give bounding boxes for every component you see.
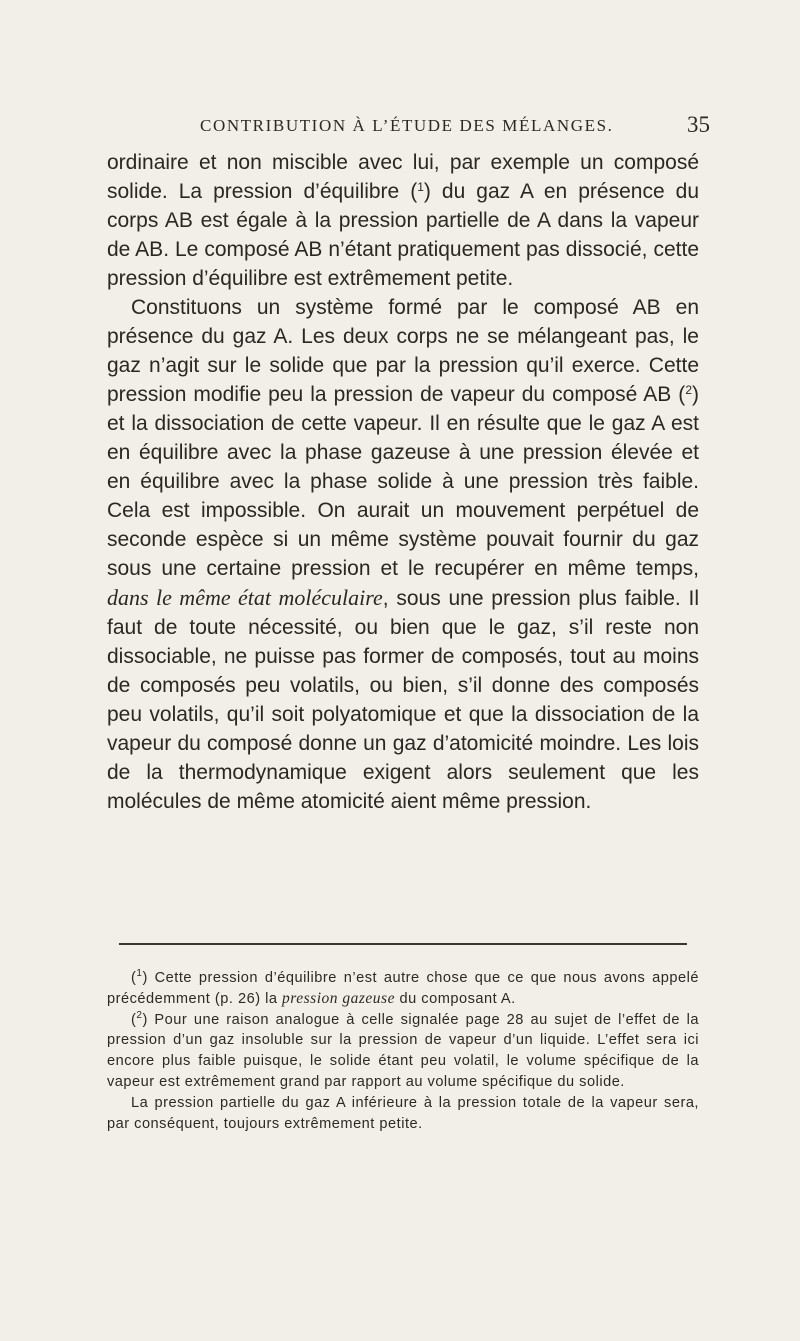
footnote-1: ($^1$) Cette pression d’équilibre n’est autre chose que ce que nous avons appelé précédemment (p. 26) la pression gazeuse du composant A. (107, 968, 699, 1007)
paragraph-2-italic: dans le même état moléculaire (107, 585, 383, 610)
paragraph-1-text-a: ordinaire et non miscible avec lui, par exemple un composé solide. La pression d’équilibre ( (107, 151, 699, 203)
page-header (110, 112, 710, 142)
paragraph-2-text-c: , sous une pression plus faible. Il faut de toute nécessité, ou bien que le gaz, s’il reste non dissociable, ne puisse pas former de composés, tout au moins de composés peu volatils, ou bien, s’il donne des composés peu volatils, qu’il soit polyatomique et que la dissociation de la vapeur du composé donne un gaz d’atomicité moindre. Les lois de la thermodynamique exigent alors seulement que les molécules de même atomicité aient même pression. (107, 587, 699, 813)
page-number: 35 (687, 112, 710, 137)
footnote-3-text: La pression partielle du gaz A inférieure à la pression totale de la vapeur sera, par conséquent, toujours extrêmement petite. (107, 1094, 699, 1132)
footnote-2-mark: 2 (136, 1009, 143, 1021)
paragraph-1 (107, 148, 699, 293)
footnote-ref-2: 2 (685, 383, 692, 397)
paragraph-2-text-a: Constituons un système formé par le composé AB en présence du gaz A. Les deux corps ne se mélangeant pas, le gaz n’agit sur le solide que par la pression qu’il exerce. Cette pression modifie peu la pression de vapeur du composé AB ( (107, 296, 699, 406)
footnote-1-italic: pression gazeuse (282, 989, 395, 1007)
footnotes (107, 968, 699, 1134)
footnote-1-text-b: du composant A. (394, 990, 516, 1007)
paragraph-2-text-b: ) et la dissociation de cette vapeur. Il en résulte que le gaz A est en équilibre avec la phase gazeuse à une pression élevée et en équilibre avec la phase solide à une pression très faible. Cela est impossible. On aurait un mouvement perpétuel de seconde espèce si un même système pouvait fournir du gaz sous une certaine pression et le recupérer en même temps, (107, 383, 699, 580)
main-text (107, 148, 699, 816)
footnote-1-mark: 1 (136, 968, 143, 979)
footnote-1-text-a: Cette pression d’équilibre n’est autre chose que ce que nous avons appelé précédemment (p. 26) la (107, 970, 699, 1007)
footnote-2: ($^2$) Pour une raison analogue à celle signalée page 28 au sujet de l’effet de la pression d’un gaz insoluble sur la pression de vapeur d’un liquide. L’effet sera ici encore plus faible puisque, le solide étant peu volatil, le volume spécifique de la vapeur est extrêmement grand par rapport au volume spécifique du solide. (107, 1009, 699, 1090)
paragraph-2 (107, 293, 699, 816)
footnote-3 (107, 1093, 699, 1135)
footnote-ref-1: 1 (417, 180, 424, 194)
footnote-2-text: Pour une raison analogue à celle signalée page 28 au sujet de l’effet de la pression d’un gaz insoluble sur la pression de vapeur d’un liquide. L’effet sera ici encore plus faible puisque, le solide étant peu volatil, le volume spécifique de la vapeur est extrêmement grand par rapport au volume spécifique du solide. (107, 1011, 699, 1090)
running-title: CONTRIBUTION À L’ÉTUDE DES MÉLANGES. (200, 116, 614, 135)
footnote-separator (119, 943, 687, 945)
paragraph-1-text-b: ) du gaz A en présence du corps AB est égale à la pression partielle de A dans la vapeur de AB. Le composé AB n’étant pratiquement pas dissocié, cette pression d’équilibre est extrêmement petite. (107, 180, 699, 290)
